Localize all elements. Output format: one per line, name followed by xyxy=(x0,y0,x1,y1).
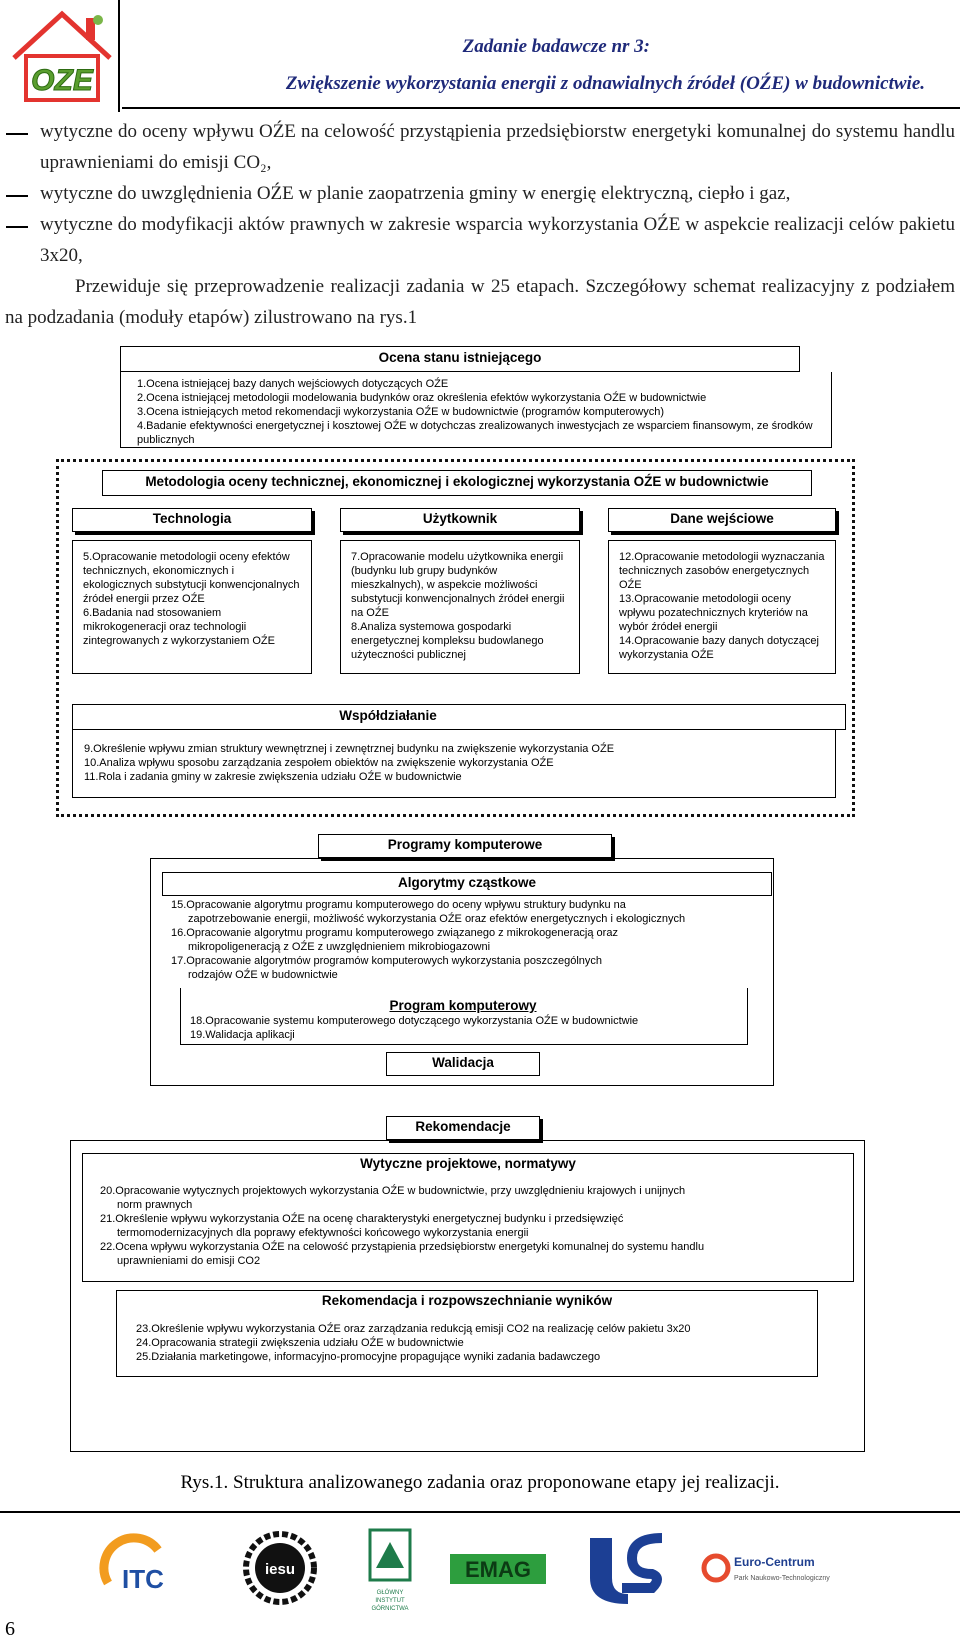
rekomendacje-title: Rekomendacje xyxy=(415,1119,511,1134)
wytyczne-title: Wytyczne projektowe, normatywy xyxy=(360,1156,576,1171)
us-logo xyxy=(582,1528,672,1608)
list-item: 19.Walidacja aplikacji xyxy=(190,1029,295,1041)
algorytmy-title: Algorytmy cząstkowe xyxy=(397,875,537,890)
wspolpraca-title: Współdziałanie xyxy=(339,708,437,723)
header-title-2: Zwiększenie wykorzystania energii z odnawialnych źródeł (OŹE) w budownictwie. xyxy=(285,73,925,94)
bullet-item: wytyczne do modyfikacji aktów prawnych w zakresie wsparcia wykorzystania OŹE w aspekcie realizacji celów pakietu 3x20, xyxy=(40,214,955,266)
list-item xyxy=(171,926,771,954)
svg-text:INSTYTUT: INSTYTUT xyxy=(375,1598,405,1604)
paragraph: Przewiduje się przeprowadzenie realizacji zadania w 25 etapach. Szczegółowy schemat realizacyjny z podziałem na podzadania (moduły etapów) zilustrowano na rys.1 xyxy=(5,276,955,328)
metodologia-title: Metodologia oceny technicznej, ekonomicznej i ekologicznej wykorzystania OŹE w budownictwie xyxy=(145,474,769,489)
item-line: 15.Opracowanie algorytmu programu komputerowego do oceny wpływu struktury budynku na xyxy=(171,899,626,911)
dash-icon xyxy=(6,226,28,228)
program-title-wrap xyxy=(180,998,746,1013)
wytyczne-items xyxy=(100,1184,850,1268)
item-line: uprawnieniami do emisji CO2 xyxy=(117,1255,261,1267)
footer-rule xyxy=(0,1511,960,1513)
rozpowszechnianie-title: Rekomendacja i rozpowszechnianie wyników xyxy=(321,1293,613,1308)
ocena-title-box xyxy=(120,346,800,372)
dane-title-box xyxy=(608,508,836,532)
svg-text:Park Naukowo-Technologiczny: Park Naukowo-Technologiczny xyxy=(734,1575,830,1582)
list-item: 24.Opracowania strategii zwiększenia udziału OŹE w budownictwie xyxy=(136,1337,464,1349)
programy-title-box xyxy=(318,834,612,858)
list-item: 6.Badania nad stosowaniem mikrokogeneracji oraz technologii zintegrowanych z wykorzystaniem OŹE xyxy=(83,607,275,647)
item-line: zapotrzebowanie energii, możliwość wykorzystania OŹE oraz efektów energetycznych i ekologicznych xyxy=(188,913,686,925)
technologia-title-box xyxy=(72,508,312,532)
item-line: 17.Opracowanie algorytmów programów komputerowych wykorzystania poszczególnych xyxy=(171,955,603,967)
list-item: 10.Analiza wpływu sposobu zarządzania zespołem obiektów na zwiększenie wykorzystania OŹE xyxy=(84,757,554,769)
uzytkownik-box xyxy=(340,540,580,674)
figure-caption: Rys.1. Struktura analizowanego zadania oraz proponowane etapy jej realizacji. xyxy=(180,1472,780,1493)
iesu-logo xyxy=(240,1528,320,1608)
list-item: 4.Badanie efektywności energetycznej i kosztowej OŹE w dotychczas zrealizowanych inwestycjach ze wsparciem finansowym, ze środków publicznych xyxy=(137,420,813,446)
uzytkownik-title-box xyxy=(340,508,580,532)
uzytkownik-title: Użytkownik xyxy=(422,511,498,526)
header-title-1: Zadanie badawcze nr 3: xyxy=(462,36,650,57)
item-line: 21.Określenie wpływu wykorzystania OŹE na ocenę charakterystyki energetycznej budynku i przedsięwzięć xyxy=(100,1213,624,1225)
header-rule xyxy=(122,107,960,109)
item-line: 20.Opracowanie wytycznych projektowych wykorzystania OŹE w budownictwie, przy uwzględnieniu krajowych i unijnych xyxy=(100,1185,686,1197)
metodologia-title-box xyxy=(102,470,812,496)
algorytmy-items xyxy=(171,898,771,982)
list-item: 12.Opracowanie metodologii wyznaczania technicznych zasobów energetycznych OŹE xyxy=(619,551,825,591)
bullet-item: wytyczne do uwzględnienia OŹE w planie zaopatrzenia gminy w energię elektryczną, ciepło i gaz, xyxy=(40,183,791,204)
dane-title: Dane wejściowe xyxy=(670,511,774,526)
ocena-title: Ocena stanu istniejącego xyxy=(378,350,542,365)
dash-icon xyxy=(6,195,28,197)
list-item: 8.Analiza systemowa gospodarki energetycznej kompleksu budowlanego użyteczności publicznej xyxy=(351,621,544,661)
list-item: 2.Ocena istniejącej metodologii modelowania budynków oraz określenia efektów wykorzystania OŹE w budownictwie xyxy=(137,392,707,404)
item-line: 22.Ocena wpływu wykorzystania OŹE na celowość przystąpienia przedsiębiorstw energetyki komunalnej do systemu handlu xyxy=(100,1241,705,1253)
programy-title: Programy komputerowe xyxy=(387,837,543,852)
rozpowszechnianie-title-box xyxy=(116,1290,818,1314)
list-item xyxy=(100,1212,850,1240)
itc-logo xyxy=(98,1528,188,1608)
list-item: 25.Działania marketingowe, informacyjno-promocyjne propagujące wyniki zadania badawczego xyxy=(136,1351,601,1363)
list-item: 5.Opracowanie metodologii oceny efektów technicznych, ekonomicznych i ekologicznych substytucji konwencjonalnych źródeł energii przez OŹE xyxy=(83,551,300,605)
list-item xyxy=(171,898,771,926)
technologia-title: Technologia xyxy=(152,511,232,526)
svg-text:Euro-Centrum: Euro-Centrum xyxy=(734,1555,815,1569)
emag-logo xyxy=(448,1528,548,1608)
program-items xyxy=(190,1014,750,1042)
program-title: Program komputerowy xyxy=(389,998,537,1013)
list-item: 7.Opracowanie modelu użytkownika energii (budynku lub grupy budynków mieszkalnych), w aspekcie możliwości substytucji konwencjonalnych źródeł energii na OŹE xyxy=(351,551,565,619)
rekomendacje-title-box xyxy=(386,1116,540,1140)
item-line: termomodernizacyjnych dla poprawy efektywności końcowego wykorzystania energii xyxy=(117,1227,529,1239)
list-item xyxy=(100,1184,850,1212)
wspolpraca-title-box xyxy=(72,704,846,730)
technologia-box xyxy=(72,540,312,674)
euro-centrum-logo xyxy=(700,1528,840,1608)
svg-text:GÓRNICTWA: GÓRNICTWA xyxy=(371,1606,409,1612)
list-item xyxy=(171,954,771,982)
svg-text:EMAG: EMAG xyxy=(465,1557,531,1582)
walidacja-title: Walidacja xyxy=(432,1055,494,1070)
dane-box xyxy=(608,540,836,674)
list-item: 3.Ocena istniejących metod rekomendacji wykorzystania OŹE w budownictwie (programów komputerowych) xyxy=(137,406,664,418)
svg-text:iesu: iesu xyxy=(264,1561,296,1578)
ocena-frame xyxy=(120,372,832,448)
dash-icon xyxy=(6,133,28,135)
svg-text:OZE: OZE xyxy=(31,64,93,97)
list-item: 11.Rola i zadania gminy w zakresie zwiększenia udziału OŹE w budownictwie xyxy=(84,771,462,783)
list-item: 1.Ocena istniejącej bazy danych wejściowych dotyczących OŹE xyxy=(137,378,449,390)
rozpowszechnianie-items xyxy=(136,1322,816,1364)
list-item: 14.Opracowanie bazy danych dotyczącej wykorzystania OŹE xyxy=(619,635,819,661)
list-item: 9.Określenie wpływu zmian struktury wewnętrznej i zewnętrznej budynku na zwiększenie wykorzystania OŹE xyxy=(84,743,615,755)
item-line: norm prawnych xyxy=(117,1199,193,1211)
svg-text:GŁÓWNY: GŁÓWNY xyxy=(376,1590,404,1596)
item-line: rodzajów OŹE w budownictwie xyxy=(188,969,338,981)
page-number: 6 xyxy=(5,1618,15,1640)
list-item: 18.Opracowanie systemu komputerowego dotyczącego wykorzystania OŹE w budownictwie xyxy=(190,1015,639,1027)
item-line: 16.Opracowanie algorytmu programu komputerowego związanego z mikrokogeneracją oraz xyxy=(171,927,618,939)
gig-logo xyxy=(356,1528,426,1612)
walidacja-box xyxy=(386,1052,540,1076)
list-item xyxy=(100,1240,850,1268)
list-item: 13.Opracowanie metodologii oceny wpływu pozatechnicznych kryteriów na wybór źródeł energii xyxy=(619,593,808,633)
list-item: 23.Określenie wpływu wykorzystania OŹE oraz zarządzania redukcją emisji CO2 na realizację celów pakietu 3x20 xyxy=(136,1323,691,1335)
wspolpraca-items xyxy=(84,742,844,784)
algorytmy-title-box xyxy=(162,872,772,896)
svg-text:ITC: ITC xyxy=(122,1564,164,1594)
item-line: mikropoligeneracją z OŹE z uwzględnieniem mikrobiogazowni xyxy=(188,941,491,953)
bullet-item: wytyczne do oceny wpływu OŹE na celowość przystąpienia przedsiębiorstw energetyki komunalnej do systemu handlu uprawnieniami do emisji CO₂, xyxy=(40,121,955,173)
wytyczne-title-box xyxy=(82,1153,854,1177)
